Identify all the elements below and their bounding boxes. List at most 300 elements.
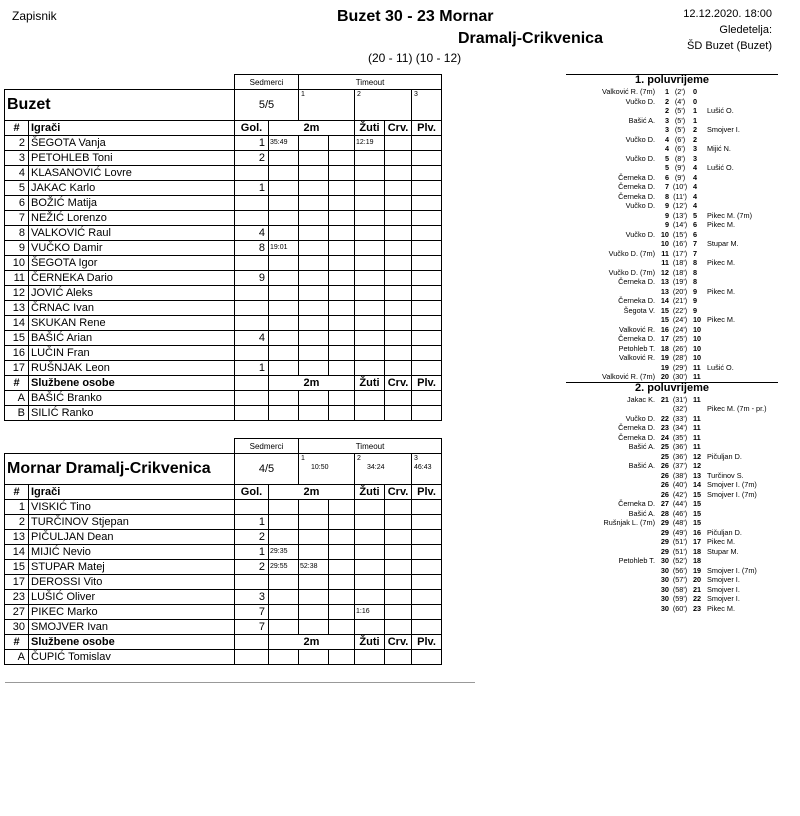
player-goals	[235, 346, 269, 361]
suspension-3	[329, 166, 355, 181]
goal-event	[570, 363, 778, 373]
home-scorer	[570, 480, 657, 490]
suspension-2	[299, 301, 329, 316]
suspension-2	[299, 361, 329, 376]
red-card	[385, 316, 412, 331]
player-goals	[235, 500, 269, 515]
away-score: 3	[693, 144, 698, 153]
goal-event	[570, 404, 778, 414]
away-score: 1	[693, 115, 698, 125]
yellow-card	[355, 545, 385, 560]
suspension-2	[299, 151, 329, 166]
suspension-1: 35:49	[269, 136, 299, 151]
player-number: 16	[5, 346, 29, 361]
player-goals: 1	[235, 181, 269, 196]
official-name: ČUPIĆ Tomislav	[29, 650, 235, 665]
away-score: 10	[693, 343, 702, 353]
blue-card	[412, 151, 442, 166]
home-score: 11	[661, 258, 669, 267]
blue-card	[412, 226, 442, 241]
player-row	[5, 196, 442, 211]
away-score: 4	[693, 201, 698, 210]
away-scorer	[707, 334, 778, 344]
away-score: 19	[693, 565, 702, 575]
home-score: 24	[660, 432, 669, 442]
suspension-3	[329, 620, 355, 635]
away-score: 10	[693, 353, 702, 362]
suspension-1	[269, 196, 299, 211]
home-score: 14	[660, 296, 669, 305]
red-card	[385, 346, 412, 361]
yellow-card	[355, 301, 385, 316]
away-score: 2	[693, 125, 698, 134]
away-score: 11	[693, 362, 701, 372]
suspension-1	[269, 500, 299, 515]
away-score: 4	[693, 182, 698, 191]
player-row	[5, 575, 442, 590]
player-name: BOŽIĆ Matija	[29, 196, 235, 211]
suspension-3	[329, 241, 355, 256]
blue-card	[412, 346, 442, 361]
home-score: 15	[660, 305, 669, 315]
suspension-3	[329, 301, 355, 316]
player-number: 12	[5, 286, 29, 301]
away-score: 4	[693, 172, 698, 182]
goal-event	[570, 471, 778, 481]
blue-card	[412, 575, 442, 590]
event-minute: (6')	[674, 134, 686, 144]
away-scorer	[707, 249, 778, 259]
home-scorer: Vučko D.	[625, 96, 655, 106]
player-row	[5, 346, 442, 361]
suspension-2	[299, 590, 329, 605]
home-scorer	[570, 220, 657, 230]
suspension-1: 19:01	[269, 241, 299, 256]
player-goals: 4	[235, 226, 269, 241]
player-row	[5, 530, 442, 545]
yellow-card	[355, 226, 385, 241]
home-scorer	[570, 566, 657, 576]
suspension-2	[299, 620, 329, 635]
home-score: 23	[660, 423, 669, 432]
away-scorer	[707, 116, 778, 126]
away-timeout-2: 2 34:24	[355, 454, 412, 485]
away-score: 7	[693, 248, 698, 258]
home-scorer	[570, 287, 657, 297]
player-goals	[235, 316, 269, 331]
blue-card	[412, 500, 442, 515]
home-scorer: Vučko D.	[625, 413, 655, 423]
away-scorer: Mijić N.	[707, 144, 731, 153]
away-score: 15	[693, 518, 702, 527]
yellow-card	[355, 181, 385, 196]
blue-card	[412, 211, 442, 226]
home-scorer: Valković R. (7m)	[602, 372, 655, 381]
home-score: 9	[664, 220, 669, 229]
home-scorer	[570, 125, 657, 135]
event-minute: (16')	[672, 239, 688, 248]
suspension-2	[299, 316, 329, 331]
event-minute: (2')	[674, 87, 686, 96]
event-minute: (59')	[672, 594, 688, 603]
player-number: 4	[5, 166, 29, 181]
event-minute: (30')	[672, 372, 688, 381]
player-row	[5, 605, 442, 620]
goal-event	[570, 306, 778, 316]
away-score: 21	[693, 584, 702, 594]
away-scorer: Smojver I.	[707, 594, 740, 603]
match-info	[610, 6, 772, 54]
player-row	[5, 331, 442, 346]
away-scorer	[707, 182, 778, 192]
away-score: 9	[693, 296, 698, 305]
red-card	[385, 196, 412, 211]
player-name: VUČKO Damir	[29, 241, 235, 256]
player-row	[5, 181, 442, 196]
yellow-card	[355, 560, 385, 575]
player-row	[5, 166, 442, 181]
suspension-3	[329, 575, 355, 590]
player-name: BAŠIĆ Arian	[29, 331, 235, 346]
away-scorer: Stupar M.	[707, 546, 739, 556]
yellow-card	[355, 241, 385, 256]
event-minute: (24')	[672, 315, 688, 324]
player-name: ČRNAC Ivan	[29, 301, 235, 316]
event-minute: (36')	[672, 451, 688, 461]
home-timeout-1: 1	[299, 90, 355, 121]
away-scorer	[707, 135, 778, 145]
event-minute: (31')	[672, 394, 688, 404]
suspension-2	[299, 286, 329, 301]
home-scorer: Valković R. (7m)	[602, 87, 655, 96]
away-column-headers: # Igrači Gol. 2m Žuti Crv. Plv.	[5, 485, 442, 500]
yellow-card	[355, 151, 385, 166]
player-row	[5, 515, 442, 530]
goal-event	[570, 334, 778, 344]
home-score: 3	[664, 125, 669, 134]
home-score: 30	[660, 575, 669, 584]
goal-event	[570, 547, 778, 557]
away-scorer: Pičuljan D.	[707, 527, 742, 537]
away-scorer	[707, 277, 778, 287]
goal-event	[570, 372, 778, 382]
home-score: 26	[660, 470, 669, 480]
player-number: 10	[5, 256, 29, 271]
away-scorer: Pikec M.	[707, 258, 735, 267]
home-sedmerci: 5/5	[235, 90, 299, 121]
official-name: SILIĆ Ranko	[29, 406, 235, 421]
player-number: 11	[5, 271, 29, 286]
home-scorer	[570, 404, 657, 414]
event-minute: (9')	[674, 172, 686, 182]
away-scorer	[707, 192, 778, 202]
home-scorer	[570, 452, 657, 462]
away-team-name: Mornar Dramalj-Crikvenica	[5, 454, 235, 485]
event-minute: (9')	[674, 163, 686, 172]
event-minute: (58')	[672, 584, 688, 594]
home-score: 1	[664, 87, 669, 96]
away-scorer: Pičuljan D.	[707, 451, 742, 461]
red-card	[385, 500, 412, 515]
away-score: 18	[693, 556, 702, 565]
player-row	[5, 226, 442, 241]
player-number: 14	[5, 316, 29, 331]
home-scorer: Černeka D.	[618, 499, 655, 508]
home-score: 2	[664, 106, 669, 115]
away-scorer: Pikec M.	[707, 286, 735, 296]
player-row	[5, 241, 442, 256]
home-score: 12	[660, 267, 669, 277]
half2-title: 2. poluvrijeme	[566, 382, 778, 395]
yellow-card	[355, 166, 385, 181]
suspension-3	[329, 515, 355, 530]
player-row	[5, 316, 442, 331]
goal-event	[570, 537, 778, 547]
event-minute: (28')	[672, 353, 688, 362]
suspension-2: 52:38	[299, 560, 329, 575]
home-scorer: Vučko D.	[625, 229, 655, 239]
home-score: 3	[664, 115, 669, 125]
suspension-3	[329, 256, 355, 271]
sedmerci-label: Sedmerci	[235, 75, 299, 90]
away-score: 15	[693, 508, 702, 518]
blue-card	[412, 271, 442, 286]
away-timeout-1: 1 10:50	[299, 454, 355, 485]
away-scorer: Pikec M.	[707, 315, 735, 324]
away-scorer: Pikec M. (7m)	[707, 210, 752, 220]
player-row	[5, 301, 442, 316]
red-card	[385, 301, 412, 316]
goal-event	[570, 163, 778, 173]
event-minute: (48')	[672, 518, 688, 527]
player-row	[5, 361, 442, 376]
suspension-1	[269, 575, 299, 590]
suspension-3	[329, 151, 355, 166]
goal-event	[570, 296, 778, 306]
event-minute: (40')	[672, 480, 688, 489]
goal-event	[570, 414, 778, 424]
player-goals: 7	[235, 620, 269, 635]
suspension-3	[329, 226, 355, 241]
match-title-line2: Dramalj-Crikvenica	[458, 30, 603, 47]
player-number: 13	[5, 301, 29, 316]
red-card	[385, 545, 412, 560]
home-scorer: Černeka D.	[618, 432, 655, 442]
home-score: 30	[660, 565, 669, 575]
suspension-1	[269, 361, 299, 376]
goal-event	[570, 125, 778, 135]
official-name: BAŠIĆ Branko	[29, 391, 235, 406]
suspension-2	[299, 530, 329, 545]
blue-card	[412, 605, 442, 620]
home-score: 15	[660, 315, 669, 324]
away-scorer	[707, 518, 778, 528]
away-scorer	[707, 556, 778, 566]
red-card	[385, 361, 412, 376]
red-card	[385, 575, 412, 590]
event-minute: (17')	[672, 248, 688, 258]
away-scorer: Stupar M.	[707, 239, 739, 248]
away-score: 0	[693, 96, 698, 106]
yellow-card: 1:16	[355, 605, 385, 620]
player-number: 27	[5, 605, 29, 620]
home-scorer: Černeka D.	[618, 172, 655, 182]
home-scorer: Černeka D.	[618, 296, 655, 305]
event-minute: (11')	[673, 191, 687, 201]
away-score: 14	[693, 480, 702, 489]
away-scorer: Pikec M. (7m - pr.)	[707, 404, 767, 413]
red-card	[385, 241, 412, 256]
away-score: 23	[693, 603, 702, 613]
away-scorer	[707, 97, 778, 107]
player-name: MIJIĆ Nevio	[29, 545, 235, 560]
player-number: 15	[5, 560, 29, 575]
player-goals: 9	[235, 271, 269, 286]
away-scorer	[707, 442, 778, 452]
home-score: 7	[664, 182, 669, 191]
official-row	[5, 650, 442, 665]
away-score: 9	[693, 305, 698, 315]
event-minute: (46')	[672, 508, 688, 518]
player-number: 14	[5, 545, 29, 560]
home-score: 27	[660, 499, 669, 508]
event-minute: (25')	[672, 334, 688, 343]
player-goals	[235, 286, 269, 301]
official-letter: A	[5, 650, 29, 665]
event-minute: (5')	[674, 115, 686, 125]
home-score: 26	[660, 489, 669, 499]
suspension-3	[329, 316, 355, 331]
home-score: 19	[660, 362, 669, 372]
away-scorer	[707, 173, 778, 183]
suspension-1	[269, 590, 299, 605]
event-minute: (20')	[672, 286, 688, 296]
event-minute: (10')	[672, 182, 688, 191]
home-score: 25	[660, 442, 669, 451]
goal-event	[570, 442, 778, 452]
home-score: 22	[660, 413, 669, 423]
home-score: 5	[664, 163, 669, 172]
yellow-card	[355, 500, 385, 515]
home-scorer: Černeka D.	[618, 277, 655, 286]
goal-event	[570, 499, 778, 509]
player-row	[5, 136, 442, 151]
event-minute: (15')	[672, 229, 688, 239]
goal-event	[570, 575, 778, 585]
home-score: 16	[660, 324, 669, 334]
away-scorer: Lušić O.	[707, 362, 734, 372]
home-scorer	[570, 604, 657, 614]
suspension-1	[269, 256, 299, 271]
home-score: 10	[660, 229, 669, 239]
away-scorer: Lušić O.	[707, 106, 734, 115]
suspension-1	[269, 515, 299, 530]
away-scorer	[707, 414, 778, 424]
suspension-3	[329, 500, 355, 515]
event-minute: (19')	[672, 277, 688, 286]
player-number: 2	[5, 136, 29, 151]
home-score: 29	[660, 527, 669, 537]
official-letter: A	[5, 391, 29, 406]
blue-card	[412, 620, 442, 635]
player-number: 8	[5, 226, 29, 241]
blue-card	[412, 515, 442, 530]
goal-event	[570, 528, 778, 538]
home-scorer	[570, 490, 657, 500]
yellow-card	[355, 196, 385, 211]
player-goals: 8	[235, 241, 269, 256]
yellow-card	[355, 271, 385, 286]
suspension-1	[269, 271, 299, 286]
red-card	[385, 560, 412, 575]
event-minute: (49')	[672, 527, 688, 537]
event-minute: (22')	[672, 305, 688, 315]
goal-event	[570, 106, 778, 116]
away-score: 11	[693, 372, 701, 381]
home-scorer: Petohleb T.	[618, 343, 655, 353]
yellow-card: 12:19	[355, 136, 385, 151]
red-card	[385, 605, 412, 620]
event-minute: (21')	[672, 296, 688, 305]
player-name: PIČULJAN Dean	[29, 530, 235, 545]
home-score: 21	[660, 394, 669, 404]
away-score: 10	[693, 324, 702, 334]
goal-event	[570, 585, 778, 595]
player-name: NEŽIĆ Lorenzo	[29, 211, 235, 226]
goal-event	[570, 173, 778, 183]
suspension-3	[329, 286, 355, 301]
player-row	[5, 151, 442, 166]
away-score: 17	[693, 537, 702, 546]
home-scorer	[570, 528, 657, 538]
goal-event	[570, 277, 778, 287]
home-scorer	[570, 537, 657, 547]
goal-event	[570, 97, 778, 107]
home-scorer	[570, 211, 657, 221]
event-minute: (38')	[672, 470, 688, 480]
yellow-card	[355, 620, 385, 635]
goal-event	[570, 192, 778, 202]
red-card	[385, 151, 412, 166]
red-card	[385, 226, 412, 241]
home-scorer	[570, 594, 657, 604]
home-score: 30	[660, 584, 669, 594]
suspension-3	[329, 331, 355, 346]
home-score: 26	[660, 480, 669, 489]
away-score: 5	[693, 210, 698, 220]
home-column-headers: # Igrači Gol. 2m Žuti Crv. Plv.	[5, 121, 442, 136]
player-number: 17	[5, 361, 29, 376]
goal-event	[570, 604, 778, 614]
goal-event	[570, 135, 778, 145]
away-scorer	[707, 201, 778, 211]
suspension-1	[269, 301, 299, 316]
yellow-card	[355, 256, 385, 271]
goal-event	[570, 509, 778, 519]
suspension-1	[269, 211, 299, 226]
goal-event	[570, 452, 778, 462]
away-scorer	[707, 306, 778, 316]
away-scorer	[707, 154, 778, 164]
suspension-2	[299, 136, 329, 151]
player-goals: 2	[235, 560, 269, 575]
goal-log	[570, 74, 778, 613]
yellow-card	[355, 575, 385, 590]
home-score: 13	[660, 277, 669, 286]
player-name: LUŠIĆ Oliver	[29, 590, 235, 605]
home-scorer: Bašić A.	[628, 442, 655, 451]
suspension-1	[269, 605, 299, 620]
